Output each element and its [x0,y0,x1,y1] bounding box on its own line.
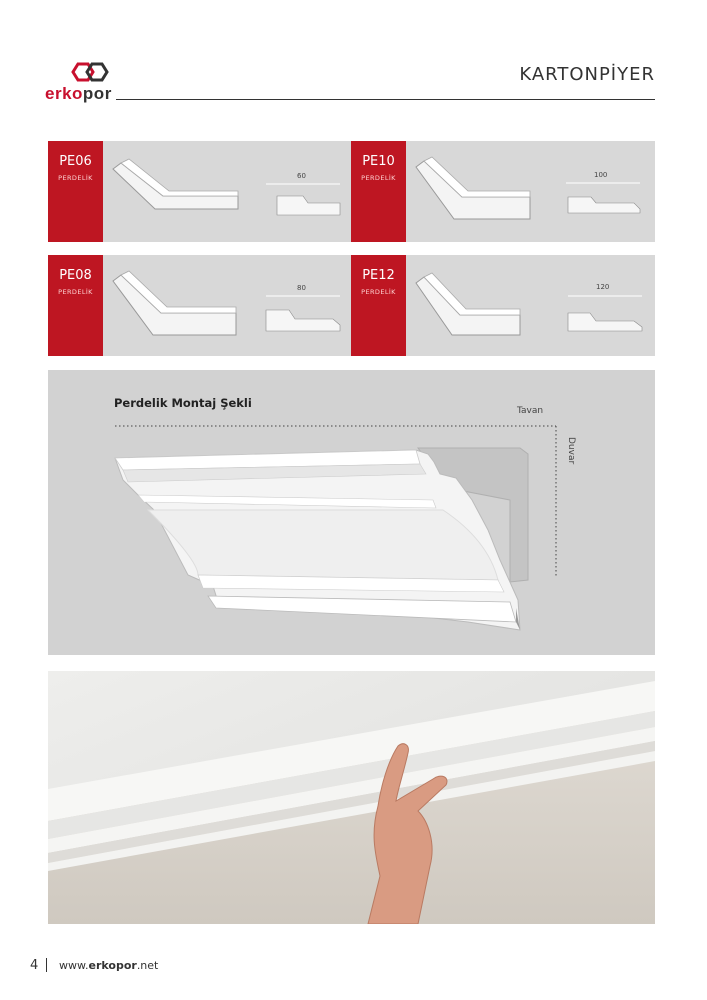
product-category: PERDELİK [58,174,93,182]
profile-width: 60 [297,172,306,180]
product-category: PERDELİK [361,174,396,182]
ceiling-label: Tavan [517,406,544,416]
wall-label: Duvar [566,437,576,465]
product-code: PE06 [59,154,92,169]
brand-wordmark: erkopor [45,84,112,103]
product-card-pe10 [351,141,655,242]
product-card-pe12 [351,255,655,356]
molding-profile-drawing [406,255,655,356]
product-code: PE10 [362,154,395,169]
header-rule [116,99,655,100]
molding-profile-drawing [103,141,352,242]
product-code: PE12 [362,268,395,283]
page-number: 4 [30,958,39,973]
product-category: PERDELİK [361,288,396,296]
installation-diagram [48,370,655,655]
molding-profile-drawing [406,141,655,242]
footer-separator [46,958,47,972]
panel-title: Perdelik Montaj Şekli [114,396,252,410]
product-code: PE08 [59,268,92,283]
footer-website-link[interactable]: www.erkopor.net [59,959,159,972]
page-title: KARTONPİYER [519,64,655,85]
profile-width: 100 [594,171,608,179]
molding-profile-drawing [103,255,352,356]
product-category: PERDELİK [58,288,93,296]
profile-width: 80 [297,284,306,292]
profile-width: 120 [596,283,610,291]
product-card-pe08 [48,255,352,356]
product-card-pe06 [48,141,352,242]
installation-photo [48,671,655,924]
